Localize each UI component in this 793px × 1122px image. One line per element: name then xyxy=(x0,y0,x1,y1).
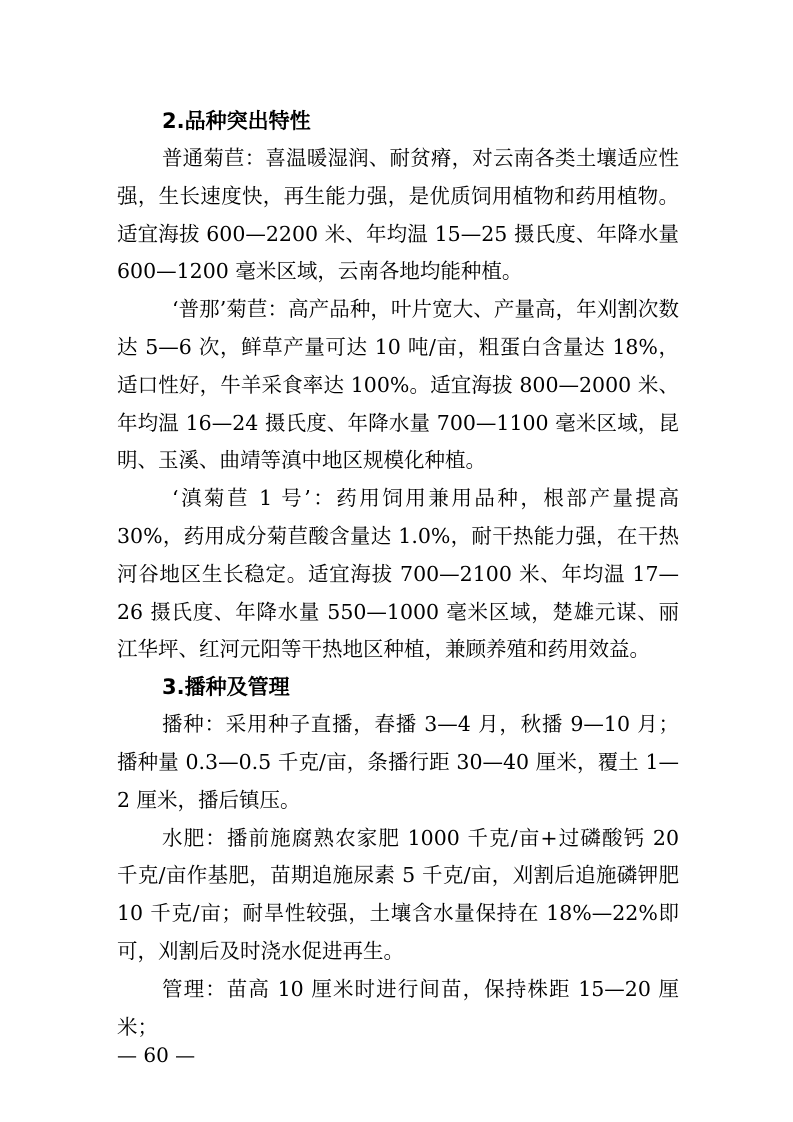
section-heading-sowing-management: 3.播种及管理 xyxy=(162,675,290,700)
paragraph-common-chicory: 普通菊苣：喜温暖湿润、耐贫瘠，对云南各类土壤适应性强，生长速度快，再生能力强，是优质饲用植物和药用植物。适宜海拔 600—2200 米、年均温 15—25 摄氏度、年降水量 600—1200 毫米区域，云南各地均能种植。 xyxy=(117,146,679,284)
section-heading-variety-traits: 2.品种突出特性 xyxy=(162,109,311,133)
paragraph-water-fertilizer: 水肥：播前施腐熟农家肥 1000 千克/亩+过磷酸钙 20 千克/亩作基肥，苗期追施尿素 5 千克/亩，刈割后追施磷钾肥 10 千克/亩；耐旱性较强，土壤含水量保持在 18%—22%即可，刈割后及时浇水促进再生。 xyxy=(117,825,679,963)
paragraph-sowing: 播种：采用种子直播，春播 3—4 月，秋播 9—10 月；播种量 0.3—0.5 千克/亩，条播行距 30—40 厘米，覆土 1—2 厘米，播后镇压。 xyxy=(117,712,679,812)
paragraph-dian-chicory-1: ‘滇菊苣 1 号’：药用饲用兼用品种，根部产量提高 30%，药用成分菊苣酸含量达 1.0%，耐干热能力强，在干热河谷地区生长稳定。适宜海拔 700—2100 米、年均温 17—26 摄氏度、年降水量 550—1000 毫米区域，楚雄元谋、丽江华坪、红河元阳等干热地区种植，兼顾养殖和药用效益。 xyxy=(117,486,679,662)
paragraph-puna-chicory: ‘普那’菊苣：高产品种，叶片宽大、产量高，年刈割次数达 5—6 次，鲜草产量可达 10 吨/亩，粗蛋白含量达 18%，适口性好，牛羊采食率达 100%。适宜海拔 800—2000 米、年均温 16—24 摄氏度、年降水量 700—1100 毫米区域，昆明、玉溪、曲靖等滇中地区规模化种植。 xyxy=(117,297,679,473)
paragraph-management: 管理：苗高 10 厘米时进行间苗，保持株距 15—20 厘米； xyxy=(117,976,679,1039)
page-content xyxy=(117,103,679,1046)
page-number: — 60 — xyxy=(117,1043,196,1067)
